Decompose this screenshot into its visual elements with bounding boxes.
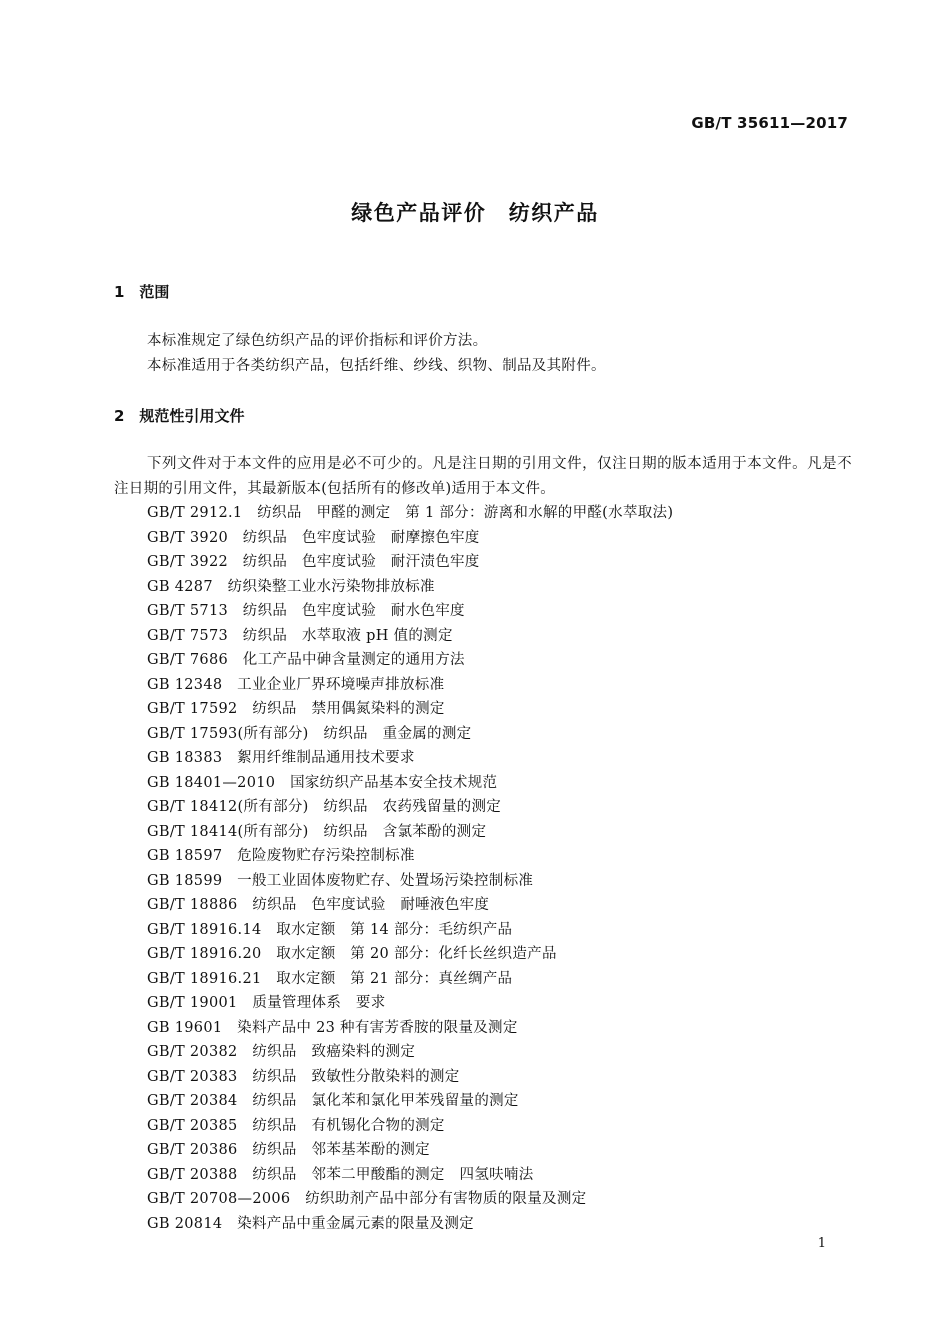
reference-item: GB/T 18414(所有部分) 纺织品 含氯苯酚的测定 [147,823,487,840]
scope-paragraph: 本标准适用于各类纺织产品，包括纤维、纱线、织物、制品及其附件。 [147,357,606,374]
reference-item: GB/T 20708—2006 纺织助剂产品中部分有害物质的限量及测定 [147,1191,587,1207]
reference-item: GB/T 18886 纺织品 色牢度试验 耐唾液色牢度 [147,897,490,913]
reference-item: GB/T 5713 纺织品 色牢度试验 耐水色牢度 [147,603,465,619]
reference-item: GB/T 20386 纺织品 邻苯基苯酚的测定 [147,1142,430,1158]
reference-item: GB/T 17593(所有部分) 纺织品 重金属的测定 [147,725,472,742]
reference-item: GB/T 7686 化工产品中砷含量测定的通用方法 [147,652,465,668]
scope-paragraph: 本标准规定了绿色纺织产品的评价指标和评价方法。 [147,333,488,349]
reference-item: GB/T 17592 纺织品 禁用偶氮染料的测定 [147,701,445,717]
reference-item: GB/T 18916.20 取水定额 第 20 部分：化纤长丝织造产品 [147,946,557,962]
scope-body [114,329,852,378]
page-number: 1 [817,1236,826,1251]
section-heading-scope: 1 范围 [114,283,170,301]
section-heading-normative-references: 2 规范性引用文件 [114,407,245,425]
reference-item: GB/T 18916.14 取水定额 第 14 部分：毛纺织产品 [147,921,513,938]
reference-item: GB 20814 染料产品中重金属元素的限量及测定 [147,1215,474,1232]
reference-item: GB/T 2912.1 纺织品 甲醛的测定 第 1 部分：游离和水解的甲醛(水萃取法) [147,505,674,521]
reference-list [147,501,673,1236]
document-title: 绿色产品评价 纺织产品 [351,201,599,225]
reference-item: GB/T 19001 质量管理体系 要求 [147,995,386,1011]
reference-item: GB/T 3922 纺织品 色牢度试验 耐汗渍色牢度 [147,554,480,570]
reference-item: GB/T 18412(所有部分) 纺织品 农药残留量的测定 [147,799,502,815]
standard-number: GB/T 35611—2017 [691,114,848,132]
reference-item: GB 4287 纺织染整工业水污染物排放标准 [147,578,435,595]
reference-item: GB/T 20382 纺织品 致癌染料的测定 [147,1044,416,1060]
reference-item: GB 19601 染料产品中 23 种有害芳香胺的限量及测定 [147,1019,518,1036]
reference-item: GB 18599 一般工业固体废物贮存、处置场污染控制标准 [147,872,534,889]
reference-item: GB/T 7573 纺织品 水萃取液 pH 值的测定 [147,627,453,644]
reference-item: GB/T 20388 纺织品 邻苯二甲酸酯的测定 四氢呋喃法 [147,1166,534,1183]
references-intro [114,452,852,501]
reference-item: GB 18383 絮用纤维制品通用技术要求 [147,750,415,766]
reference-item: GB 18401—2010 国家纺织产品基本安全技术规范 [147,774,498,791]
reference-item: GB/T 18916.21 取水定额 第 21 部分：真丝绸产品 [147,970,513,987]
reference-item: GB/T 20385 纺织品 有机锡化合物的测定 [147,1117,445,1134]
reference-item: GB/T 20384 纺织品 氯化苯和氯化甲苯残留量的测定 [147,1093,519,1109]
reference-item: GB 12348 工业企业厂界环境噪声排放标准 [147,676,445,693]
reference-item: GB/T 20383 纺织品 致敏性分散染料的测定 [147,1068,460,1085]
references-intro-text: 下列文件对于本文件的应用是必不可少的。凡是注日期的引用文件，仅注日期的版本适用于本文件。凡是不注日期的引用文件，其最新版本(包括所有的修改单)适用于本文件。 [114,456,852,497]
reference-item: GB 18597 危险废物贮存污染控制标准 [147,848,415,864]
reference-item: GB/T 3920 纺织品 色牢度试验 耐摩擦色牢度 [147,529,480,546]
